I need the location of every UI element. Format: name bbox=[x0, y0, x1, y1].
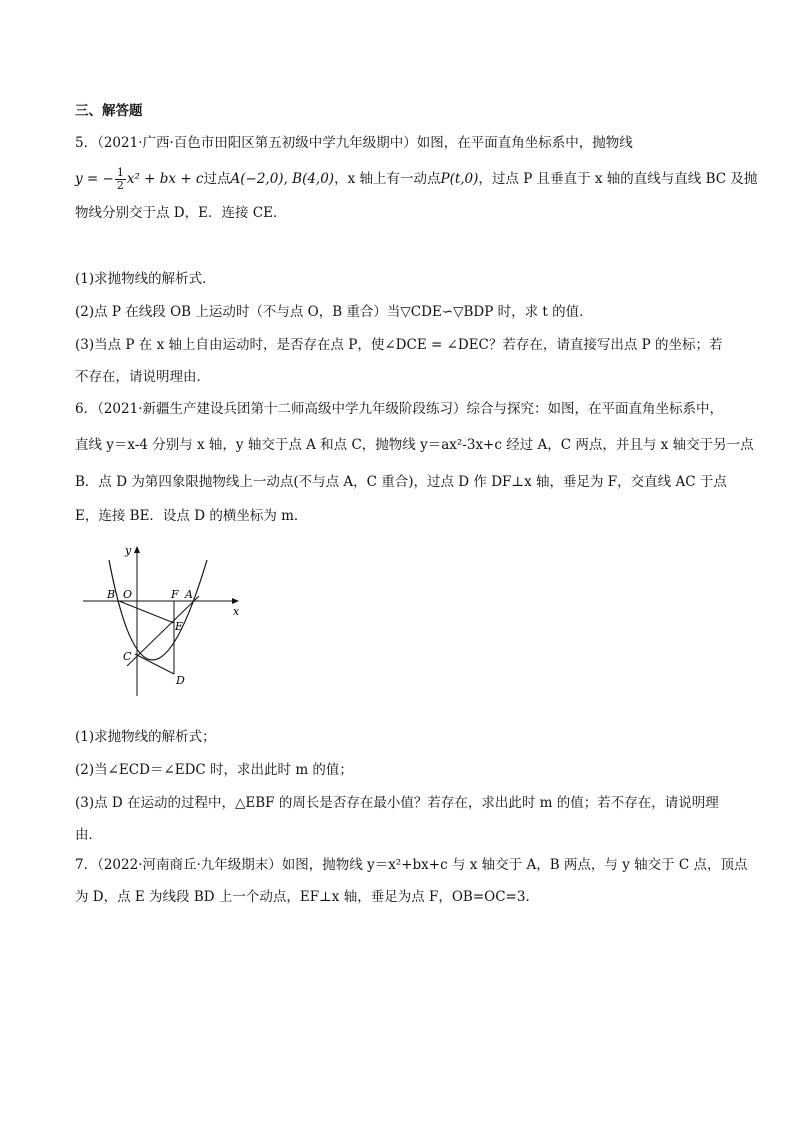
q5-eq-minus: = − bbox=[82, 171, 114, 187]
q7-line2: 为 D，点 E 为线段 BD 上一个动点，EF⊥x 轴，垂足为点 F，OB=OC=3． bbox=[75, 889, 539, 905]
parabola-diagram bbox=[75, 540, 255, 710]
label-x: x bbox=[233, 605, 240, 618]
q6-line1: 6．（2021·新疆生产建设兵团第十二师高级中学九年级阶段练习）综合与探究：如图，在平面直角坐标系中， bbox=[75, 401, 723, 417]
q5-mid: ，x 轴上有一动点 bbox=[334, 171, 441, 187]
label-y: y bbox=[125, 544, 132, 557]
label-f: F bbox=[171, 588, 179, 601]
label-b: B bbox=[107, 588, 116, 601]
label-a: A bbox=[185, 588, 193, 601]
q6-sub3b: 由． bbox=[75, 827, 102, 843]
q5-eq-y: y bbox=[75, 171, 83, 187]
q6-line4: E，连接 BE．设点 D 的横坐标为 m． bbox=[75, 508, 308, 524]
q5-fraction bbox=[115, 167, 126, 192]
q6-sub3a: (3)点 D 在运动的过程中，△EBF 的周长是否存在最小值？若存在，求出此时 m 的值；若不存在，请说明理 bbox=[75, 795, 719, 811]
q5-frac-num: 1 bbox=[116, 166, 124, 179]
x-axis-arrow-icon bbox=[232, 598, 239, 604]
label-e: E bbox=[175, 620, 184, 633]
q5-sub2: (2)点 P 在线段 OB 上运动时（不与点 O，B 重合）当▽CDE∽▽BDP 时，求 t 的值． bbox=[75, 304, 593, 320]
q5-end: ，过点 P 且垂直于 x 轴的直线与直线 BC 及抛 bbox=[478, 171, 758, 187]
q5-equation-line bbox=[75, 166, 758, 192]
segment-cd bbox=[135, 654, 174, 674]
q5-header: 5．（2021·广西·百色市田阳区第五初级中学九年级期中）如图，在平面直角坐标系中，抛物线 bbox=[75, 135, 633, 151]
parabola-curve bbox=[109, 560, 207, 660]
q6-sub1: (1)求抛物线的解析式； bbox=[75, 729, 216, 745]
label-o: O bbox=[123, 588, 133, 601]
segment-be bbox=[119, 601, 174, 623]
label-d: D bbox=[176, 674, 185, 687]
q6-figure bbox=[75, 540, 255, 714]
q7-line1: 7．（2022·河南商丘·九年级期末）如图，抛物线 y＝x²+bx+c 与 x 轴交于 A，B 两点，与 y 轴交于 C 点，顶点 bbox=[75, 857, 748, 873]
q5-line3: 物线分别交于点 D，E．连接 CE． bbox=[75, 205, 287, 221]
q5-frac-den: 2 bbox=[116, 179, 124, 192]
q5-eq-rest: x² + bx + c bbox=[126, 171, 204, 187]
q6-line3: B．点 D 为第四象限抛物线上一动点(不与点 A，C 重合)，过点 D 作 DF⊥x 轴，垂足为 F，交直线 AC 于点 bbox=[75, 474, 727, 490]
q5-point-p: P(t,0) bbox=[440, 171, 479, 187]
q5-passes: 过点 bbox=[203, 171, 231, 187]
q6-line2: 直线 y＝x-4 分别与 x 轴，y 轴交于点 A 和点 C，抛物线 y＝ax²-3x+c 经过 A，C 两点，并且与 x 轴交于另一点 bbox=[75, 437, 754, 453]
q5-point-ab: A(−2,0), B(4,0) bbox=[230, 171, 335, 187]
label-c: C bbox=[123, 650, 132, 663]
section-title: 三、解答题 bbox=[75, 103, 143, 119]
y-axis-arrow-icon bbox=[134, 546, 140, 553]
q5-sub1: (1)求抛物线的解析式． bbox=[75, 271, 216, 287]
q5-sub3b: 不存在，请说明理由． bbox=[75, 369, 210, 385]
q6-sub2: (2)当∠ECD＝∠EDC 时，求出此时 m 的值； bbox=[75, 762, 353, 778]
q5-sub3a: (3)当点 P 在 x 轴上自由运动时，是否存在点 P，使∠DCE = ∠DEC？若存在，请直接写出点 P 的坐标；若 bbox=[75, 337, 723, 353]
